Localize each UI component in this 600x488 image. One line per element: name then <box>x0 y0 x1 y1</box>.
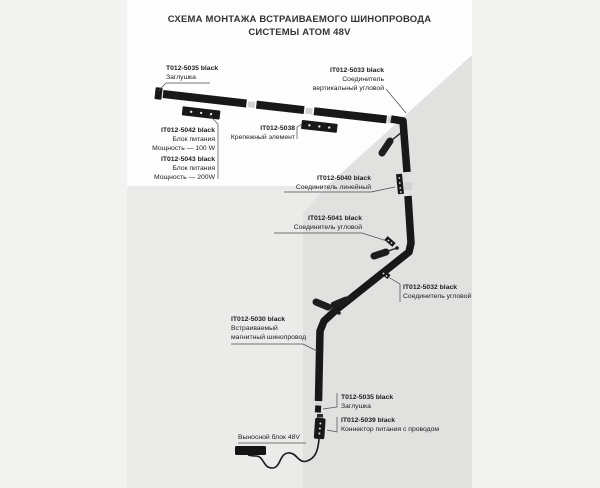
part-spec: Мощность — 200W <box>153 174 215 181</box>
contact-dot <box>388 240 390 242</box>
end-cap-top <box>154 87 162 100</box>
part-name: Крепежный элемент <box>230 134 295 141</box>
contact-dot <box>399 187 401 189</box>
part-name: Заглушка <box>341 403 371 410</box>
spotlight-body <box>334 300 346 305</box>
label-corner-5041 <box>274 214 362 232</box>
part-name: магнитный шинопровод <box>231 334 307 341</box>
track-joint <box>305 108 313 115</box>
part-name: Коннектор питания с проводом <box>341 426 440 433</box>
contact-dot <box>383 273 385 275</box>
connector-nub <box>317 414 323 418</box>
part-number: IT012-5042 black <box>160 127 215 134</box>
label-psu-200 <box>130 155 215 182</box>
part-name: Блок питания <box>172 165 215 172</box>
part-name: Соединитель линейный <box>295 184 371 191</box>
label-remote-unit <box>238 433 300 442</box>
end-cap-bottom <box>318 406 319 413</box>
part-number: IT012-5041 black <box>307 215 362 222</box>
part-name: Выносной блок 48V <box>238 434 300 441</box>
title-line-1: СХЕМА МОНТАЖА ВСТРАИВАЕМОГО ШИНОПРОВОДА <box>167 14 432 25</box>
part-name: Встраиваемый <box>231 325 278 332</box>
part-name: Соединитель <box>342 76 384 83</box>
diagram-title <box>127 13 472 39</box>
label-fastener <box>215 124 295 142</box>
part-number: IT012-5033 black <box>329 67 384 74</box>
contact-dot <box>318 433 320 435</box>
part-name: вертикальный угловой <box>312 85 384 92</box>
contact-dot <box>398 177 400 179</box>
part-number: IT012-5032 black <box>403 284 458 291</box>
title-line-2: СИСТЕМЫ АТОМ 48V <box>248 27 351 38</box>
label-power-connector <box>341 416 439 434</box>
part-name: Заглушка <box>166 74 196 81</box>
part-name: Соединитель угловой <box>293 224 362 231</box>
contact-dot <box>319 423 321 425</box>
part-number: IT012-5038 <box>260 125 295 132</box>
linear-connector-piece <box>399 174 401 194</box>
label-psu-100 <box>130 126 215 153</box>
contact-dot <box>386 275 388 277</box>
label-corner-5032 <box>403 283 488 301</box>
spotlight-body <box>374 252 386 256</box>
part-number: T012-5035 black <box>166 65 219 72</box>
label-connector-linear <box>284 174 371 192</box>
track-joint <box>404 182 412 190</box>
part-number: IT012-5039 black <box>341 417 396 424</box>
label-corner-vertical <box>294 66 384 93</box>
label-cap-top <box>166 64 218 82</box>
track-joint <box>316 402 322 405</box>
part-number: T012-5035 black <box>341 394 394 401</box>
contact-dot <box>399 182 401 184</box>
label-track-main <box>231 315 316 342</box>
contact-dot <box>400 191 402 193</box>
track-joint <box>248 101 256 108</box>
part-name: Соединитель угловой <box>403 293 472 300</box>
part-number: IT012-5043 black <box>160 156 215 163</box>
remote-power-unit <box>235 446 266 455</box>
part-number: IT012-5040 black <box>316 175 371 182</box>
contact-dot <box>319 428 321 430</box>
contact-dot <box>391 242 393 244</box>
spotlight-body <box>316 302 328 307</box>
label-cap-bottom <box>341 393 393 411</box>
part-spec: Мощность — 100 W <box>152 145 215 152</box>
part-number: IT012-5030 black <box>231 316 286 323</box>
part-name: Блок питания <box>172 136 215 143</box>
